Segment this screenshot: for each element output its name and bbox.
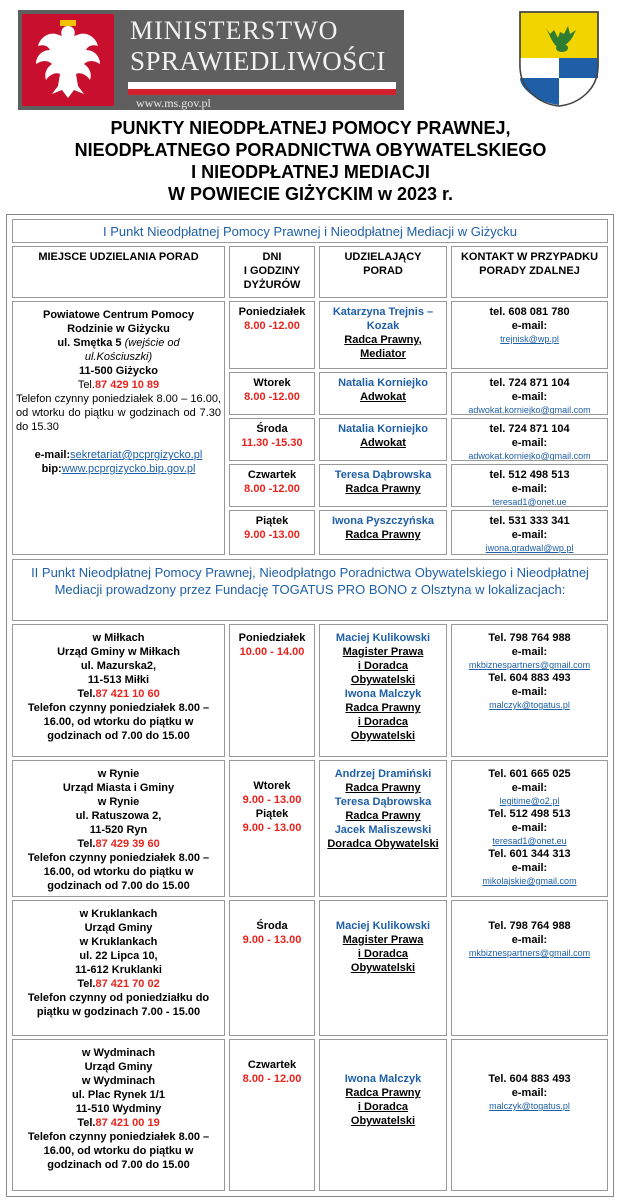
day-name: Czwartek xyxy=(247,1059,297,1071)
place-line: w Wydminach xyxy=(81,1047,156,1059)
day-hours: 8.00 -12.00 xyxy=(244,320,300,332)
advisor-role: Radca Prawny xyxy=(345,782,421,794)
place-line: w Rynie xyxy=(97,796,140,808)
advisor-role: i Doradca xyxy=(357,1101,409,1113)
contact-email-label: e-mail: xyxy=(511,686,548,698)
day-name: Piątek xyxy=(255,515,289,527)
place-hours: Telefon czynny poniedziałek 8.00 – 16.00, od wtorku do piątku w godzinach od 7.30 do 15.30 xyxy=(16,393,221,433)
place-hours: Telefon czynny poniedziałek 8.00 – 16.00, od wtorku do piątku w godzinach od 7.00 do 15.00 xyxy=(27,702,210,742)
day-name: Wtorek xyxy=(253,377,291,389)
advisor-cell xyxy=(319,624,447,757)
advisor-cell xyxy=(319,900,447,1036)
day-cell xyxy=(229,510,315,555)
advisor-role: Obywatelski xyxy=(350,730,416,742)
day-cell xyxy=(229,418,315,461)
day-cell xyxy=(229,464,315,507)
day-hours: 9.00 - 13.00 xyxy=(242,794,302,806)
place-line: Urząd Miasta i Gminy xyxy=(62,782,175,794)
contact-email-label: e-mail: xyxy=(511,934,548,946)
advisor-role: Adwokat xyxy=(360,437,406,449)
place-street-note: ul.Kościuszki) xyxy=(84,351,153,363)
advisor-cell xyxy=(319,301,447,369)
county-coat-of-arms xyxy=(516,8,602,108)
ministry-name-line2: SPRAWIEDLIWOŚCI xyxy=(130,46,386,76)
polish-eagle-emblem xyxy=(22,14,114,106)
contact-cell xyxy=(451,1039,608,1191)
advisor-cell xyxy=(319,418,447,461)
advisor-role: Obywatelski xyxy=(350,674,416,686)
column-header-days-line: DNI xyxy=(262,251,282,263)
advisor-role: Adwokat xyxy=(360,391,406,403)
place-phone xyxy=(16,378,221,392)
contact-email-link[interactable]: teresad1@onet.ue xyxy=(492,497,567,507)
place-phone-number: 87 421 00 19 xyxy=(95,1117,160,1129)
contact-email-link[interactable]: teresad1@onet.eu xyxy=(492,836,567,846)
day-name: Poniedziałek xyxy=(238,632,306,644)
place-line: w Wydminach xyxy=(81,1075,156,1087)
advisor-cell xyxy=(319,464,447,507)
contact-phone: Tel. 604 883 493 xyxy=(488,672,571,684)
place-email-label: e-mail: xyxy=(34,449,71,461)
advisor-role: Magister Prawa xyxy=(342,646,424,658)
contact-email-link[interactable]: adwokat.korniejko@gmail.com xyxy=(468,405,591,415)
place-street-note: (wejście od xyxy=(124,337,180,349)
contact-email-label: e-mail: xyxy=(511,782,548,794)
advisor-name: Iwona Pyszczyńska xyxy=(331,515,435,527)
place-line: Urząd Gminy xyxy=(84,1061,153,1073)
place-phone xyxy=(16,687,221,701)
contact-email-label: e-mail: xyxy=(511,1087,548,1099)
place-phone xyxy=(16,977,221,991)
place-line: ul. 22 Lipca 10, xyxy=(79,950,158,962)
advisor-name: Kozak xyxy=(366,320,400,332)
place-phone-number: 87 429 10 89 xyxy=(94,379,160,391)
document-header xyxy=(0,0,621,118)
day-name: Środa xyxy=(256,423,288,435)
place-phone-label: Tel. xyxy=(77,688,96,700)
advisor-role: Obywatelski xyxy=(350,1115,416,1127)
advisor-role: Magister Prawa xyxy=(342,934,424,946)
contact-cell xyxy=(451,464,608,507)
place-line: ul. Ratuszowa 2, xyxy=(75,810,162,822)
advisor-role: Radca Prawny xyxy=(345,702,421,714)
advisor-name: Natalia Korniejko xyxy=(338,423,428,435)
place-line: w Miłkach xyxy=(92,632,145,644)
contact-email-link[interactable]: mkbiznespartners@gmail.com xyxy=(468,660,591,670)
contact-email-link[interactable]: mkbiznespartners@gmail.com xyxy=(468,948,591,958)
place-cell-ryn xyxy=(12,760,225,897)
place-street xyxy=(16,336,221,350)
advisor-cell xyxy=(319,1039,447,1191)
advisor-name: Maciej Kulikowski xyxy=(335,920,431,932)
document-title xyxy=(10,117,611,205)
advisor-role: Radca Prawny, xyxy=(344,334,422,346)
contact-email-link[interactable]: malczyk@togatus.pl xyxy=(489,1101,570,1111)
contact-email-label: e-mail: xyxy=(511,822,548,834)
place-line: ul. Mazurska2, xyxy=(80,660,157,672)
day-hours: 8.00 -12.00 xyxy=(244,483,300,495)
contact-cell xyxy=(451,372,608,415)
column-header-place: MIEJSCE UDZIELANIA PORAD xyxy=(12,246,225,298)
advisor-name: Teresa Dąbrowska xyxy=(334,796,432,808)
place-email-link[interactable]: sekretariat@pcprgizycko.pl xyxy=(70,449,203,461)
contact-cell xyxy=(451,624,608,757)
place-bip-label: bip: xyxy=(41,463,62,475)
day-cell xyxy=(229,760,315,897)
advisor-cell xyxy=(319,372,447,415)
contact-email-link[interactable]: iwona.gradwal@wp.pl xyxy=(485,543,574,553)
place-line: w Kruklankach xyxy=(79,936,158,948)
contact-phone: Tel. 601 665 025 xyxy=(488,768,571,780)
place-hours: Telefon czynny poniedziałek 8.00 – 16.00, od wtorku do piątku w godzinach od 7.00 do 15.00 xyxy=(27,1131,210,1171)
day-cell xyxy=(229,624,315,757)
advisor-role: i Doradca xyxy=(357,716,409,728)
advisor-name: Iwona Malczyk xyxy=(344,1073,422,1085)
day-hours: 8.00 -12.00 xyxy=(244,391,300,403)
advisor-role: Mediator xyxy=(360,348,406,360)
contact-phone: Tel. 604 883 493 xyxy=(488,1073,571,1085)
contact-email-link[interactable]: malczyk@togatus.pl xyxy=(489,700,570,710)
day-hours: 9.00 - 13.00 xyxy=(242,822,302,834)
place-line: w Rynie xyxy=(97,768,140,780)
advisor-role: Radca Prawny xyxy=(345,1087,421,1099)
advisor-role: Obywatelski xyxy=(350,962,416,974)
column-header-contact xyxy=(451,246,608,298)
advisor-name: Iwona Malczyk xyxy=(344,688,422,700)
flag-stripe-red xyxy=(128,89,396,95)
contact-email-label: e-mail: xyxy=(511,437,548,449)
section1-heading: I Punkt Nieodpłatnej Pomocy Prawnej i Nieodpłatnej Mediacji w Giżycku xyxy=(12,219,608,243)
place-hours: Telefon czynny poniedziałek 8.00 – 16.00, od wtorku do piątku w godzinach od 7.00 do 15.00 xyxy=(27,852,210,892)
day-hours: 8.00 - 12.00 xyxy=(242,1073,302,1085)
column-header-advisor-line: PORAD xyxy=(363,265,403,277)
contact-cell xyxy=(451,510,608,555)
place-phone-label: Tel. xyxy=(77,1117,96,1129)
advisor-name: Teresa Dąbrowska xyxy=(334,469,432,481)
contact-email-label: e-mail: xyxy=(511,862,548,874)
day-hours: 10.00 - 14.00 xyxy=(239,646,305,658)
title-line: NIEODPŁATNEGO PORADNICTWA OBYWATELSKIEGO xyxy=(74,140,547,160)
contact-phone: tel. 531 333 341 xyxy=(489,515,570,527)
day-hours: 9.00 - 13.00 xyxy=(242,934,302,946)
place-phone-number: 87 421 10 60 xyxy=(95,688,160,700)
place-phone-label: Tel. xyxy=(77,838,96,850)
ministry-url: www.ms.gov.pl xyxy=(136,96,211,110)
day-cell xyxy=(229,1039,315,1191)
advisor-name: Natalia Korniejko xyxy=(338,377,428,389)
column-header-days xyxy=(229,246,315,298)
place-bip-link[interactable]: www.pcprgizycko.bip.gov.pl xyxy=(61,463,196,475)
column-header-contact-line: KONTAKT W PRZYPADKU xyxy=(460,251,599,263)
place-email-row xyxy=(16,448,221,462)
contact-email-label: e-mail: xyxy=(511,646,548,658)
contact-phone: Tel. 798 764 988 xyxy=(488,632,571,644)
place-line: w Kruklankach xyxy=(79,908,158,920)
contact-phone: Tel. 798 764 988 xyxy=(488,920,571,932)
place-bip-row xyxy=(16,462,221,476)
advisor-role: i Doradca xyxy=(357,948,409,960)
place-line: Urząd Gminy xyxy=(84,922,153,934)
day-name: Poniedziałek xyxy=(238,306,306,318)
advisor-role: Radca Prawny xyxy=(345,529,421,541)
column-header-contact-line: PORADY ZDALNEJ xyxy=(479,265,580,277)
contact-email-label: e-mail: xyxy=(511,320,548,332)
day-name: Czwartek xyxy=(247,469,297,481)
place-phone xyxy=(16,1116,221,1130)
day-cell xyxy=(229,301,315,369)
advisor-role: Radca Prawny xyxy=(345,810,421,822)
contact-phone: Tel. 601 344 313 xyxy=(488,848,571,860)
place-line: 11-510 Wydminy xyxy=(75,1103,162,1115)
contact-cell xyxy=(451,760,608,897)
column-header-advisor xyxy=(319,246,447,298)
place-phone-number: 87 429 39 60 xyxy=(95,838,160,850)
advisor-name: Katarzyna Trejnis – xyxy=(332,306,434,318)
points-table xyxy=(6,214,614,1197)
place-cell-gizycko xyxy=(12,301,225,555)
advisor-cell xyxy=(319,760,447,897)
advisor-role: Doradca Obywatelski xyxy=(327,838,439,850)
day-hours: 11.30 -15.30 xyxy=(241,437,303,449)
place-postal: 11-500 Giżycko xyxy=(79,365,158,377)
place-cell-kruklanki xyxy=(12,900,225,1036)
place-phone-label: Tel. xyxy=(77,379,95,391)
column-header-advisor-line: UDZIELAJĄCY xyxy=(344,251,422,263)
advisor-name: Jacek Maliszewski xyxy=(334,824,432,836)
advisor-role: Radca Prawny xyxy=(345,483,421,495)
place-phone-label: Tel. xyxy=(77,978,96,990)
place-name: Rodzinie w Giżycku xyxy=(67,323,170,335)
contact-email-link[interactable]: adwokat.korniejko@gmail.com xyxy=(468,451,591,461)
place-cell-wydminy xyxy=(12,1039,225,1191)
contact-email-link[interactable]: mikolajskie@gmail.com xyxy=(482,876,577,886)
contact-phone: tel. 512 498 513 xyxy=(489,469,570,481)
contact-email-link[interactable]: trejnisk@wp.pl xyxy=(500,334,559,344)
place-line: 11-612 Kruklanki xyxy=(75,964,162,976)
day-hours: 9.00 -13.00 xyxy=(244,529,300,541)
place-name: Powiatowe Centrum Pomocy xyxy=(43,309,194,321)
contact-email-link[interactable]: legitime@o2.pl xyxy=(499,796,560,806)
contact-cell xyxy=(451,418,608,461)
place-phone xyxy=(16,837,221,851)
place-line: 11-513 Miłki xyxy=(87,674,150,686)
advisor-name: Maciej Kulikowski xyxy=(335,632,431,644)
ministry-name-line1: MINISTERSTWO xyxy=(130,16,339,45)
title-line: W POWIECIE GIŻYCKIM w 2023 r. xyxy=(167,184,454,204)
place-line: Urząd Gminy w Miłkach xyxy=(57,646,180,658)
place-cell-milki xyxy=(12,624,225,757)
title-line: I NIEODPŁATNEJ MEDIACJI xyxy=(191,162,430,182)
contact-email-label: e-mail: xyxy=(511,529,548,541)
ministry-banner xyxy=(18,10,404,110)
section2-heading: II Punkt Nieodpłatnej Pomocy Prawnej, Nieodpłatngo Poradnictwa Obywatelskiego i Nieodpłatnej Mediacji prowadzony przez Fundację TOGATUS PRO BONO z Olsztyna w lokalizacjach: xyxy=(12,559,608,621)
day-name: Wtorek xyxy=(253,780,291,792)
day-cell xyxy=(229,372,315,415)
contact-phone: tel. 724 871 104 xyxy=(489,377,570,389)
day-name: Piątek xyxy=(255,808,289,820)
contact-email-label: e-mail: xyxy=(511,391,548,403)
place-street-text: ul. Smętka 5 xyxy=(57,337,122,349)
contact-cell xyxy=(451,900,608,1036)
advisor-name: Andrzej Dramiński xyxy=(334,768,432,780)
place-line: ul. Plac Rynek 1/1 xyxy=(72,1089,165,1101)
place-line: 11-520 Ryn xyxy=(89,824,148,836)
day-cell xyxy=(229,900,315,1036)
contact-phone: tel. 608 081 780 xyxy=(489,306,570,318)
column-header-days-line: I GODZINY xyxy=(243,265,301,277)
title-line: PUNKTY NIEODPŁATNEJ POMOCY PRAWNEJ, xyxy=(110,118,511,138)
contact-cell xyxy=(451,301,608,369)
contact-phone: tel. 724 871 104 xyxy=(489,423,570,435)
day-name: Środa xyxy=(256,920,288,932)
column-header-days-line: DYŻURÓW xyxy=(243,279,301,291)
place-phone-number: 87 421 70 02 xyxy=(95,978,160,990)
place-hours: Telefon czynny od poniedziałku do piątku w godzinach 7.00 - 15.00 xyxy=(27,992,210,1018)
advisor-role: i Doradca xyxy=(357,660,409,672)
advisor-cell xyxy=(319,510,447,555)
contact-email-label: e-mail: xyxy=(511,483,548,495)
flag-stripe-white xyxy=(128,82,396,89)
contact-phone: Tel. 512 498 513 xyxy=(488,808,571,820)
